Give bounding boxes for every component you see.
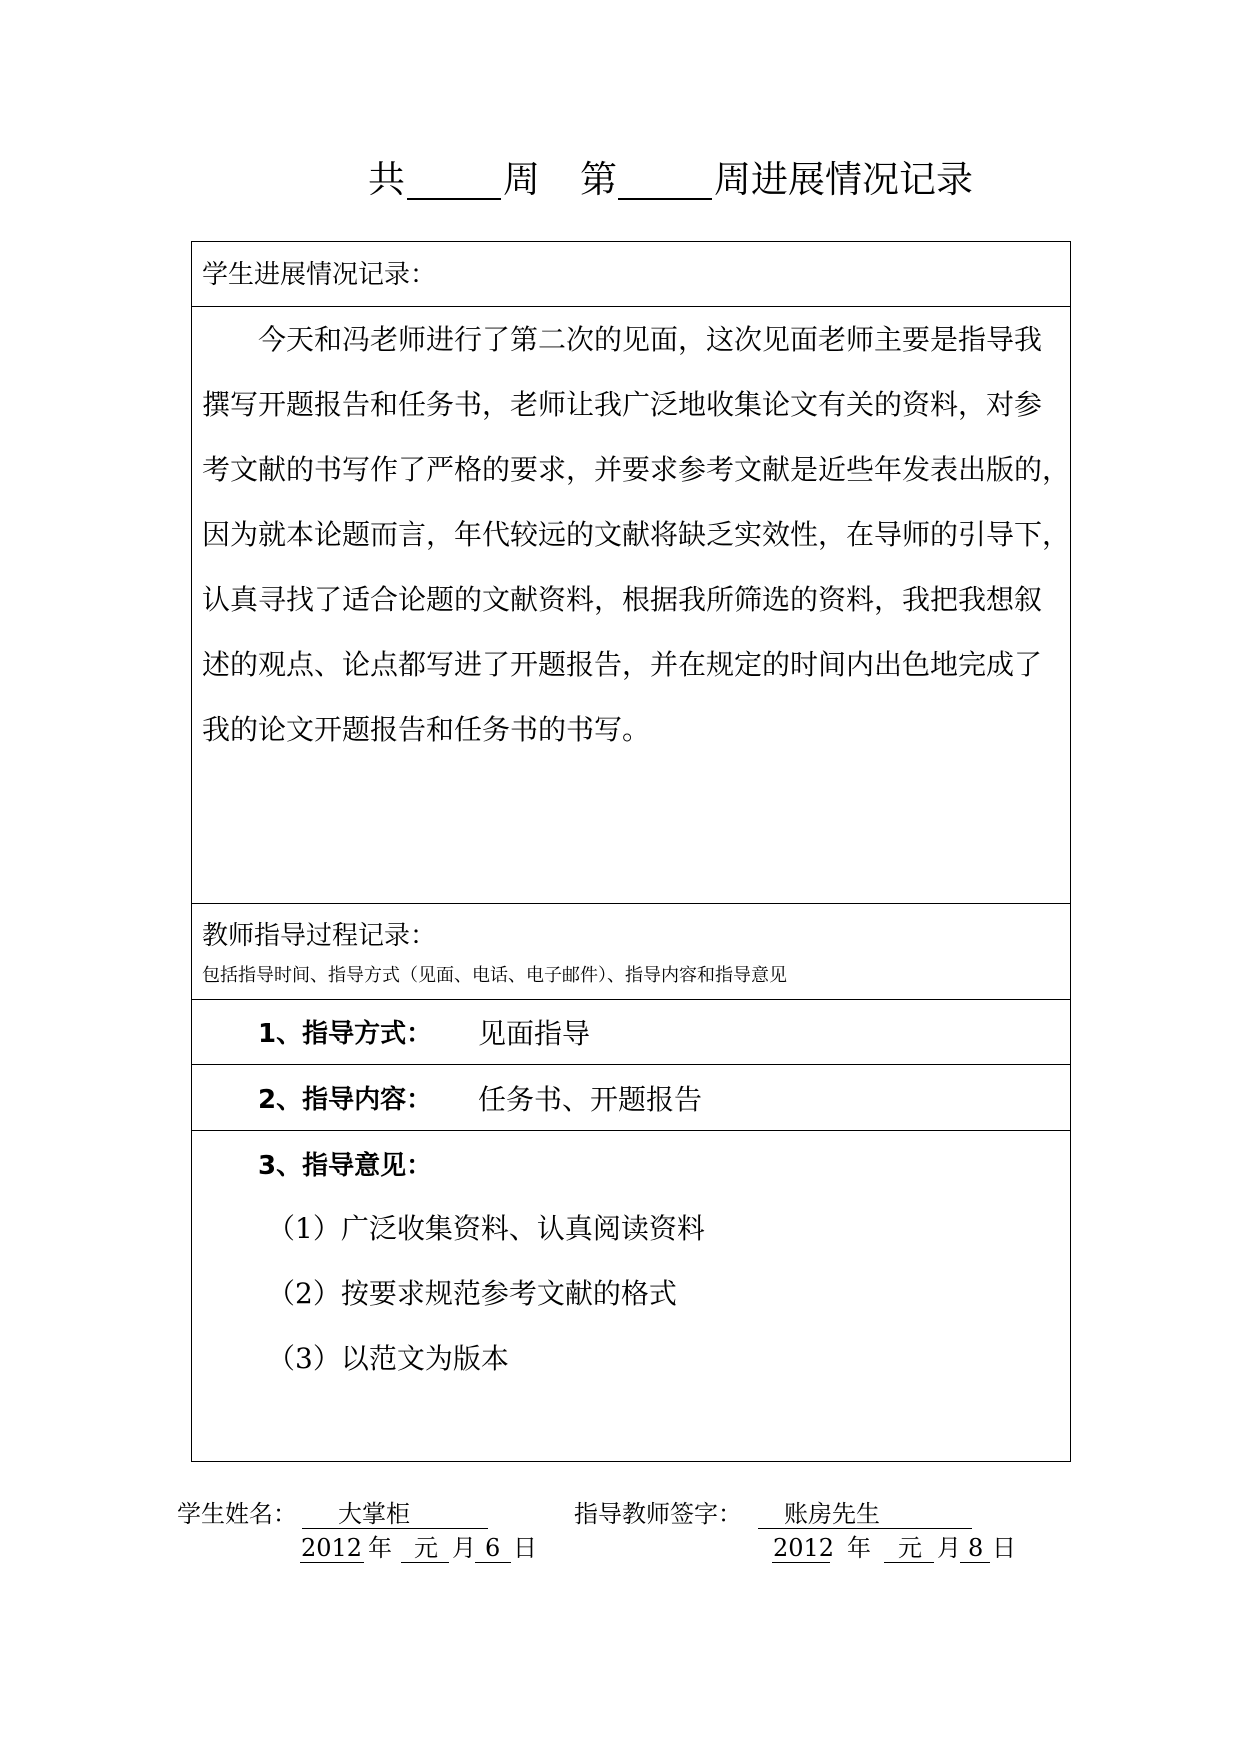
opinion-item[interactable]: （3）以范文为版本 xyxy=(267,1342,509,1375)
paragraph-line: 考文献的书写作了严格的要求，并要求参考文献是近些年发表出版的， xyxy=(202,453,1071,486)
divider xyxy=(192,1130,1070,1131)
date-underline xyxy=(884,1562,934,1563)
guidance-content-label: 2、指导内容： xyxy=(258,1085,433,1115)
student-date-month-unit: 月 xyxy=(452,1534,476,1562)
opinion-item[interactable]: （2）按要求规范参考文献的格式 xyxy=(267,1277,677,1310)
date-underline xyxy=(401,1562,449,1563)
student-name-value[interactable]: 大掌柜 xyxy=(338,1500,410,1528)
date-underline xyxy=(475,1562,511,1563)
guidance-content-value[interactable]: 任务书、开题报告 xyxy=(478,1083,703,1116)
divider xyxy=(192,903,1070,904)
progress-record-table xyxy=(191,241,1071,1462)
teacher-guidance-note: 包括指导时间、指导方式（见面、电话、电子邮件）、指导内容和指导意见 xyxy=(202,965,787,986)
student-date-day-unit: 日 xyxy=(513,1534,537,1562)
student-date-month[interactable]: 元 xyxy=(414,1534,438,1562)
teacher-date-year-unit: 年 xyxy=(847,1534,871,1562)
student-progress-text[interactable] xyxy=(202,307,1074,762)
guidance-method-label: 1、指导方式： xyxy=(258,1019,433,1049)
student-progress-label: 学生进展情况记录： xyxy=(202,260,437,290)
teacher-date-year[interactable]: 2012 xyxy=(773,1534,835,1562)
paragraph-line: 我的论文开题报告和任务书的书写。 xyxy=(202,713,651,746)
title-week-label: 周 xyxy=(503,158,540,201)
paragraph-line: 述的观点、论点都写进了开题报告，并在规定的时间内出色地完成了 xyxy=(202,648,1043,681)
teacher-name-value[interactable]: 账房先生 xyxy=(784,1500,880,1528)
date-underline xyxy=(772,1562,830,1563)
paragraph-line: 认真寻找了适合论题的文献资料，根据我所筛选的资料，我把我想叙 xyxy=(202,583,1043,616)
divider xyxy=(192,999,1070,1000)
guidance-method-value[interactable]: 见面指导 xyxy=(478,1017,591,1050)
title-record-label: 周进展情况记录 xyxy=(714,158,973,201)
teacher-date-day[interactable]: 8 xyxy=(968,1534,984,1562)
teacher-guidance-label: 教师指导过程记录： xyxy=(202,921,437,951)
teacher-sign-label: 指导教师签字： xyxy=(574,1500,742,1528)
student-date-day[interactable]: 6 xyxy=(485,1534,501,1562)
guidance-opinion-label: 3、指导意见： xyxy=(258,1151,433,1181)
current-week-blank[interactable] xyxy=(618,198,712,200)
paragraph-line: 撰写开题报告和任务书，老师让我广泛地收集论文有关的资料，对参 xyxy=(202,388,1043,421)
page-title xyxy=(0,152,1241,208)
paragraph-line: 因为就本论题而言，年代较远的文献将缺乏实效性，在导师的引导下， xyxy=(202,518,1071,551)
title-total-label: 共 xyxy=(368,158,405,201)
opinion-item[interactable]: （1）广泛收集资料、认真阅读资料 xyxy=(267,1212,705,1245)
title-nth-label: 第 xyxy=(580,158,617,201)
date-underline xyxy=(300,1562,364,1563)
teacher-date-day-unit: 日 xyxy=(992,1534,1016,1562)
student-date-year[interactable]: 2012 xyxy=(301,1534,363,1562)
date-underline xyxy=(960,1562,990,1563)
divider xyxy=(192,1064,1070,1065)
teacher-date-month[interactable]: 元 xyxy=(898,1534,922,1562)
student-name-label: 学生姓名： xyxy=(177,1500,297,1528)
total-weeks-blank[interactable] xyxy=(407,198,501,200)
paragraph-line: 今天和冯老师进行了第二次的见面，这次见面老师主要是指导我 xyxy=(202,323,1043,356)
student-date-year-unit: 年 xyxy=(368,1534,392,1562)
teacher-date-month-unit: 月 xyxy=(937,1534,961,1562)
